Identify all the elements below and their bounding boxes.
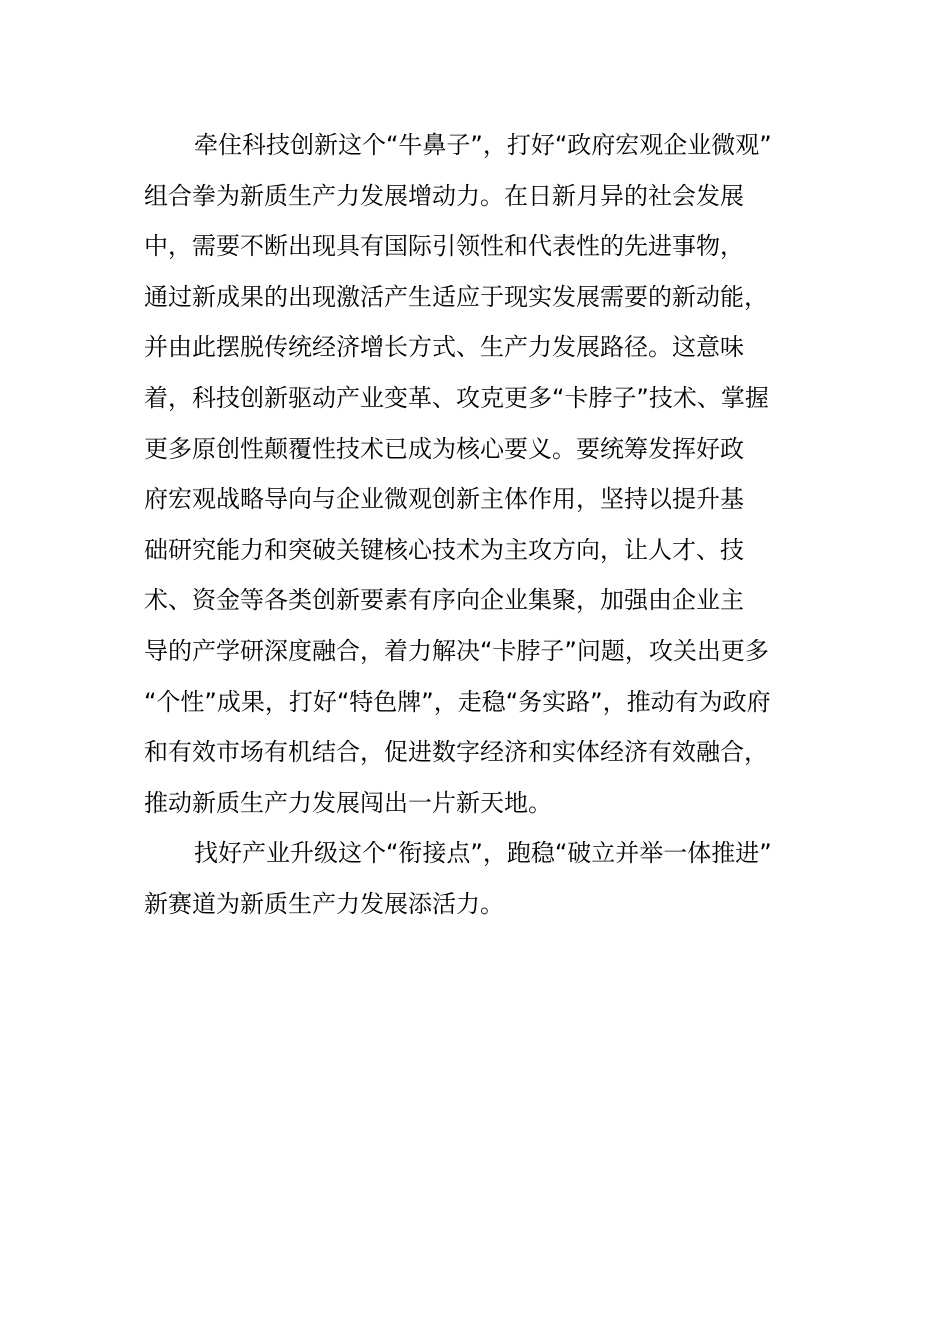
paragraph-line: 并由此摆脱传统经济增长方式、生产力发展路径。这意味 [144,333,744,362]
paragraph-line: 更多原创性颠覆性技术已成为核心要义。要统筹发挥好政 [144,434,744,463]
paragraph-line: 通过新成果的出现激活产生适应于现实发展需要的新动能， [144,282,768,311]
document-body [144,120,808,930]
paragraph-line: 组合拳为新质生产力发展增动力。在日新月异的社会发展 [144,181,744,210]
paragraph-1 [144,120,808,828]
paragraph-line: 和有效市场有机结合，促进数字经济和实体经济有效融合， [144,738,768,767]
paragraph-line: 导的产学研深度融合，着力解决“卡脖子”问题，攻关出更多 [144,636,769,665]
paragraph-line: 着，科技创新驱动产业变革、攻克更多“卡脖子”技术、掌握 [144,383,769,412]
paragraph-line: 府宏观战略导向与企业微观创新主体作用，坚持以提升基 [144,485,744,514]
paragraph-line: 牵住科技创新这个“牛鼻子”，打好“政府宏观企业微观” [194,131,772,159]
paragraph-line: 术、资金等各类创新要素有序向企业集聚，加强由企业主 [144,586,744,615]
paragraph-line: 新赛道为新质生产力发展添活力。 [144,889,504,918]
paragraph-line: “个性”成果，打好“特色牌”，走稳“务实路”，推动有为政府 [144,687,771,716]
paragraph-line: 推动新质生产力发展闯出一片新天地。 [144,788,552,817]
paragraph-2 [144,828,808,929]
paragraph-line: 中，需要不断出现具有国际引领性和代表性的先进事物， [144,232,744,261]
paragraph-line: 础研究能力和突破关键核心技术为主攻方向，让人才、技 [144,535,744,564]
paragraph-line: 找好产业升级这个“衔接点”，跑稳“破立并举一体推进” [194,839,772,868]
